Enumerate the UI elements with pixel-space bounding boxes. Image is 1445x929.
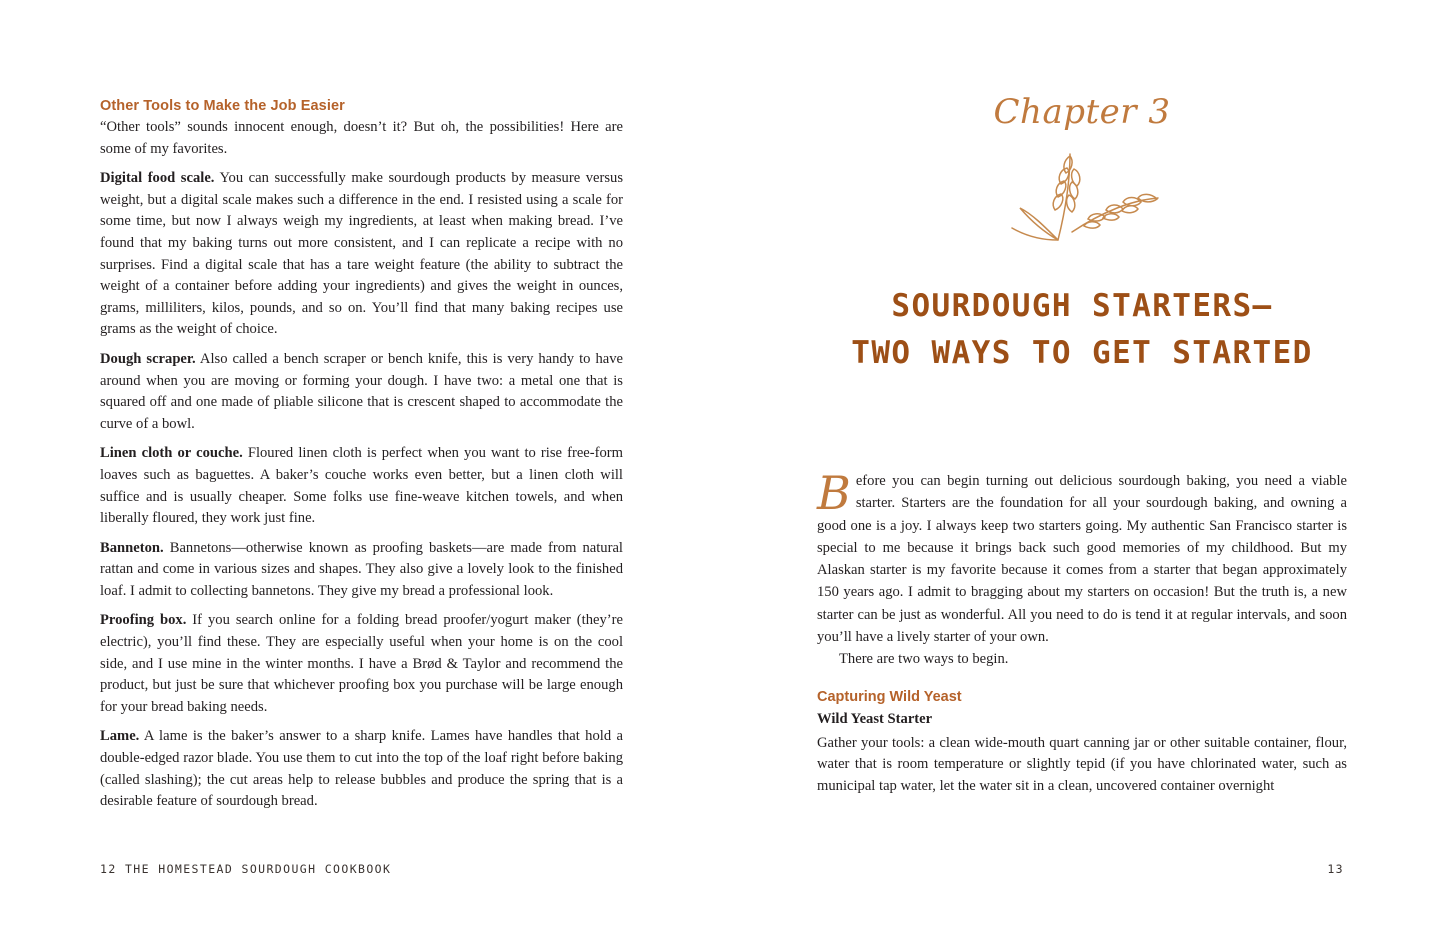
entry-text: Also called a bench scraper or bench knife, this is very handy to have around when you are moving or forming your dough. I have two: a metal one that is squared off and one made of pliable silicone that is crescent shaped to accommodate the curve of a bowl. — [100, 350, 623, 432]
left-page — [0, 0, 722, 929]
entry-term: Lame. — [100, 728, 140, 745]
entry-paragraph — [100, 168, 623, 341]
page-footer-left: 12 THE HOMESTEAD SOURDOUGH COOKBOOK — [100, 862, 392, 876]
entry-text: If you search online for a folding bread proofer/yogurt maker (they’re electric), you’ll find these. They are especially useful when your home is on the cool side, and I use mine in the winter months. I have a Brød & Taylor and recommend the product, but just be sure that whichever proofing box you purchase will be large enough for your bread baking needs. — [100, 612, 623, 715]
entry-paragraph — [100, 610, 623, 718]
entry-paragraph — [100, 538, 623, 603]
entry-term: Banneton. — [100, 539, 164, 556]
intro-paragraph: “Other tools” sounds innocent enough, doesn’t it? But oh, the possibilities! Here are some of my favorites. — [100, 119, 623, 157]
chapter-label: Chapter 3 — [993, 92, 1171, 132]
section-heading: Other Tools to Make the Job Easier — [100, 98, 345, 114]
right-page — [722, 0, 1444, 929]
opening-paragraph — [817, 466, 1347, 648]
entry-term: Digital food scale. — [100, 170, 215, 187]
second-paragraph: There are two ways to begin. — [839, 651, 1009, 668]
subsection-heading-wild-yeast-starter: Wild Yeast Starter — [817, 710, 933, 727]
entry-text: You can successfully make sourdough products by measure versus weight, but a digital scale makes such a difference in the end. I resisted using a scale for some time, but now I always weigh my ingredients, at least when making bread. I’ve found that my baking turns out more consistent, and I can replicate a recipe with no surprises. Find a digital scale that has a tare weight feature (the ability to subtract the weight of a container before adding your ingredients) and gives the weight in ounces, grams, milliliters, kilos, pounds, and so on. You’ll find that many baking recipes use grams as the weight of choice. — [100, 170, 623, 338]
final-paragraph: Gather your tools: a clean wide-mouth quart canning jar or other suitable container, flour, water that is room temperature or slightly tepid (if you have chlorinated water, such as municipal tap water, let the water sit in a clean, uncovered container overnight — [817, 734, 1347, 794]
section-heading-capturing-wild-yeast: Capturing Wild Yeast — [817, 688, 962, 705]
wheat-stalks-icon — [817, 140, 1347, 255]
entry-term: Proofing box. — [100, 612, 187, 629]
entry-paragraph — [100, 443, 623, 529]
chapter-title — [817, 283, 1347, 377]
entry-text: Bannetons—otherwise known as proofing baskets—are made from natural rattan and come in various sizes and shapes. They also give a lovely look to the finished loaf. I admit to collecting bannetons. They give my bread a professional look. — [100, 539, 623, 599]
right-body — [817, 466, 1347, 797]
chapter-title-line-2: TWO WAYS TO GET STARTED — [851, 334, 1313, 371]
entry-term: Linen cloth or couche. — [100, 445, 243, 462]
right-content — [817, 0, 1347, 929]
entry-text: A lame is the baker’s answer to a sharp knife. Lames have handles that hold a double-edged razor blade. You use them to cut into the top of the loaf right before baking (called slashing); the cut areas help to release bubbles and produce the spring that is a desirable feature of sourdough bread. — [100, 728, 623, 810]
entry-paragraph — [100, 726, 623, 812]
left-text-column — [100, 98, 623, 813]
opening-paragraph-text: efore you can begin turning out delicious sourdough baking, you need a viable starter. Starters are the foundation for all your sourdough baking, and owning a good one is a joy. I always keep two starters going. My authentic San Francisco starter is special to me because it brings back such good memories of my childhood. But my Alaskan starter is my favorite because it comes from a starter that began approximately 150 years ago. I admit to bragging about my starters on occasion! But the truth is, a new starter can be just as wonderful. All you need to do is tend it at regular intervals, and soon you’ll have a lively starter of your own. — [817, 473, 1347, 646]
entry-term: Dough scraper. — [100, 350, 196, 367]
entry-paragraph — [100, 349, 623, 435]
chapter-title-line-1: SOURDOUGH STARTERS– — [891, 287, 1273, 324]
page-footer-right: 13 — [1327, 862, 1344, 876]
drop-cap: B — [817, 466, 851, 520]
entry-text: Floured linen cloth is perfect when you want to rise free-form loaves such as baguettes. A baker’s couche works even better, but a linen cloth will suffice and is usually cheaper. Some folks use fine-weave kitchen towels, and when liberally floured, they work just fine. — [100, 445, 624, 527]
